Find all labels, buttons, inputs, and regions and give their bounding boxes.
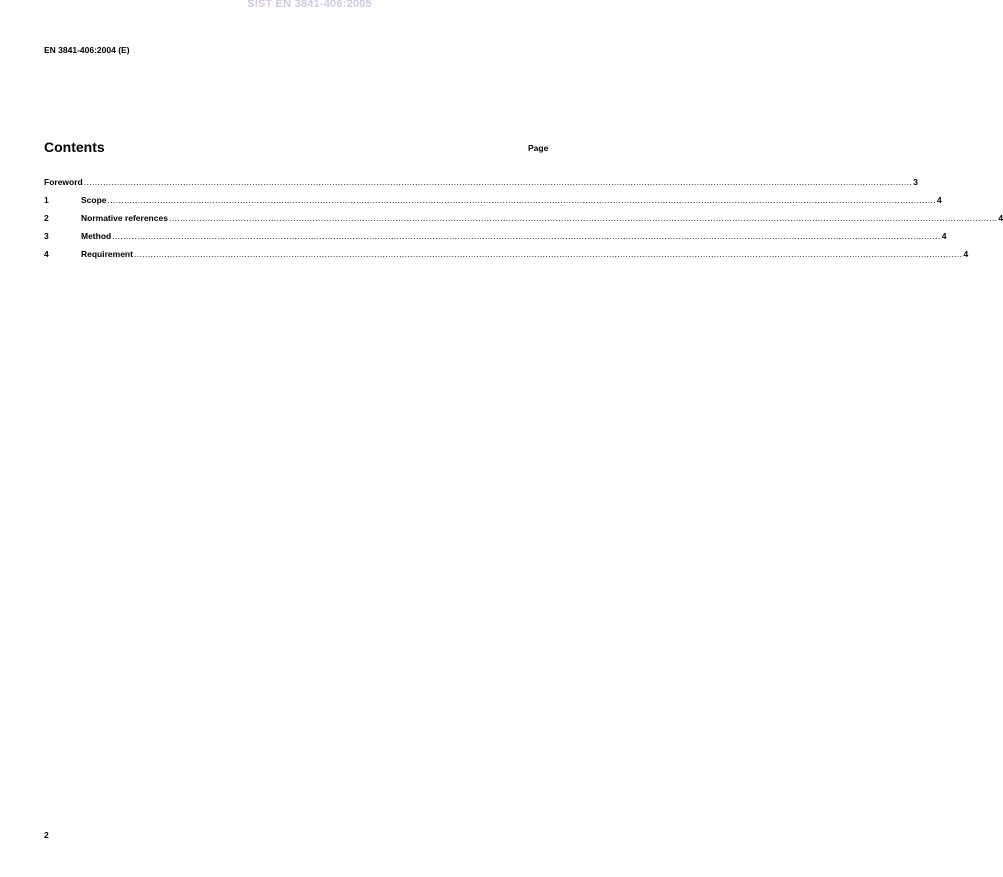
watermark: SIST EN 3841-406:2005 <box>247 0 372 10</box>
toc-entry-page: 4 <box>963 249 969 259</box>
toc-entry-number: 2 <box>44 213 49 223</box>
toc-entry-number: 3 <box>44 231 49 241</box>
toc-entry-scope[interactable] <box>44 195 942 213</box>
toc-entry-title: Scope <box>81 195 107 205</box>
toc-entry-number: 1 <box>44 195 49 205</box>
document-identifier: EN 3841-406:2004 (E) <box>44 45 130 55</box>
toc-dot-leader: ............................................................................................................................................................................................................................................................................................................ <box>83 177 913 187</box>
toc-entry-foreword[interactable] <box>44 177 918 195</box>
toc-entry-title: Requirement <box>81 249 133 259</box>
toc-entry-title: Method <box>81 231 112 241</box>
toc-dot-leader: ............................................................................................................................................................................................................................................................................................................ <box>107 195 936 205</box>
toc-entry-normative-references[interactable] <box>44 213 1003 231</box>
toc-dot-leader: ............................................................................................................................................................................................................................................................................................................ <box>168 213 998 223</box>
toc-entry-method[interactable] <box>44 231 947 249</box>
toc-entry-page: 3 <box>913 177 918 187</box>
toc-entry-title: Foreword <box>44 177 83 187</box>
toc-entry-number: 4 <box>44 249 49 259</box>
toc-dot-leader: ............................................................................................................................................................................................................................................................................................................ <box>112 231 941 241</box>
table-of-contents <box>44 177 1003 267</box>
toc-entry-page: 4 <box>937 195 942 205</box>
contents-heading: Contents <box>44 139 105 155</box>
toc-dot-leader: ............................................................................................................................................................................................................................................................................................................ <box>133 249 963 259</box>
toc-entry-requirement[interactable] <box>44 249 969 267</box>
footer-page-number: 2 <box>44 830 49 840</box>
page-column-heading: Page <box>528 143 549 153</box>
toc-entry-page: 4 <box>941 231 947 241</box>
toc-entry-title: Normative references <box>81 213 168 223</box>
toc-entry-page: 4 <box>998 213 1003 223</box>
